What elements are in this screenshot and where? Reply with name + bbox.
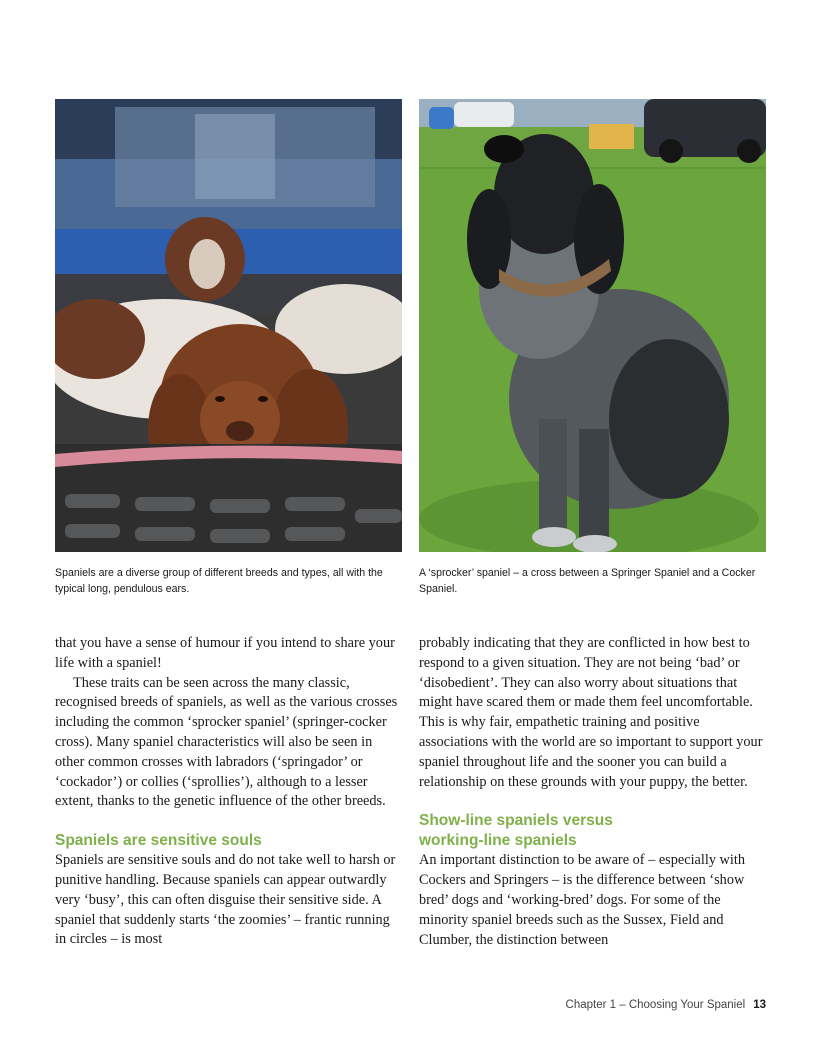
text-column-right (419, 634, 767, 950)
paragraph: These traits can be seen across the many classic, recognised breeds of spaniels, as well as the various crosses including the common ‘sprocker spaniel’ (springer-cocker cross). Many spaniel characteristics will also be seen in other common crosses with labradors (‘springador’ or ‘cockador’) or collies (‘sprollies’), although to a lesser extent, thanks to the genetic influence of the other breeds. (55, 674, 398, 810)
paragraph: probably indicating that they are conflicted in how best to respond to a given situation. They are not being ‘bad’ or ‘disobedient’. They can also worry about situations that might have scared them or made them feel uncomfortable. This is why fair, empathetic training and positive associations with the world are so important to support your spaniel throughout life and the sooner you can build a relationship on these grounds with your puppy, the better. (419, 635, 763, 790)
photo-two-spaniels (55, 99, 402, 552)
heading-line: working-line spaniels (419, 832, 577, 850)
heading-line: Show-line spaniels versus (419, 812, 613, 830)
page-number: 13 (753, 999, 766, 1011)
section-heading-sensitive-souls: Spaniels are sensitive souls (55, 832, 262, 850)
caption-left: Spaniels are a diverse group of different breeds and types, all with the typical long, pendulous ears. (55, 567, 383, 595)
paragraph: that you have a sense of humour if you intend to share your life with a spaniel! (55, 635, 395, 671)
paragraph: Spaniels are sensitive souls and do not take well to harsh or punitive handling. Because spaniels can appear outwardly very ‘busy’, this can often disguise their sensitive side. A spaniel that suddenly starts ‘the zoomies’ – frantic running in circles – is most (55, 852, 396, 948)
section-heading-show-vs-working (419, 811, 767, 851)
caption-right: A ‘sprocker’ spaniel – a cross between a Springer Spaniel and a Cocker Spaniel. (419, 567, 756, 595)
chapter-title: Chapter 1 – Choosing Your Spaniel (565, 999, 746, 1011)
paragraph: An important distinction to be aware of – especially with Cockers and Springers – is the difference between ‘show bred’ dogs and ‘working-bred’ dogs. For some of the minority spaniel breeds such as the Sussex, Field and Clumber, the distinction between (419, 852, 745, 948)
text-column-left (55, 634, 403, 950)
page-footer (566, 999, 766, 1011)
photo-sprocker-spaniel (419, 99, 766, 552)
